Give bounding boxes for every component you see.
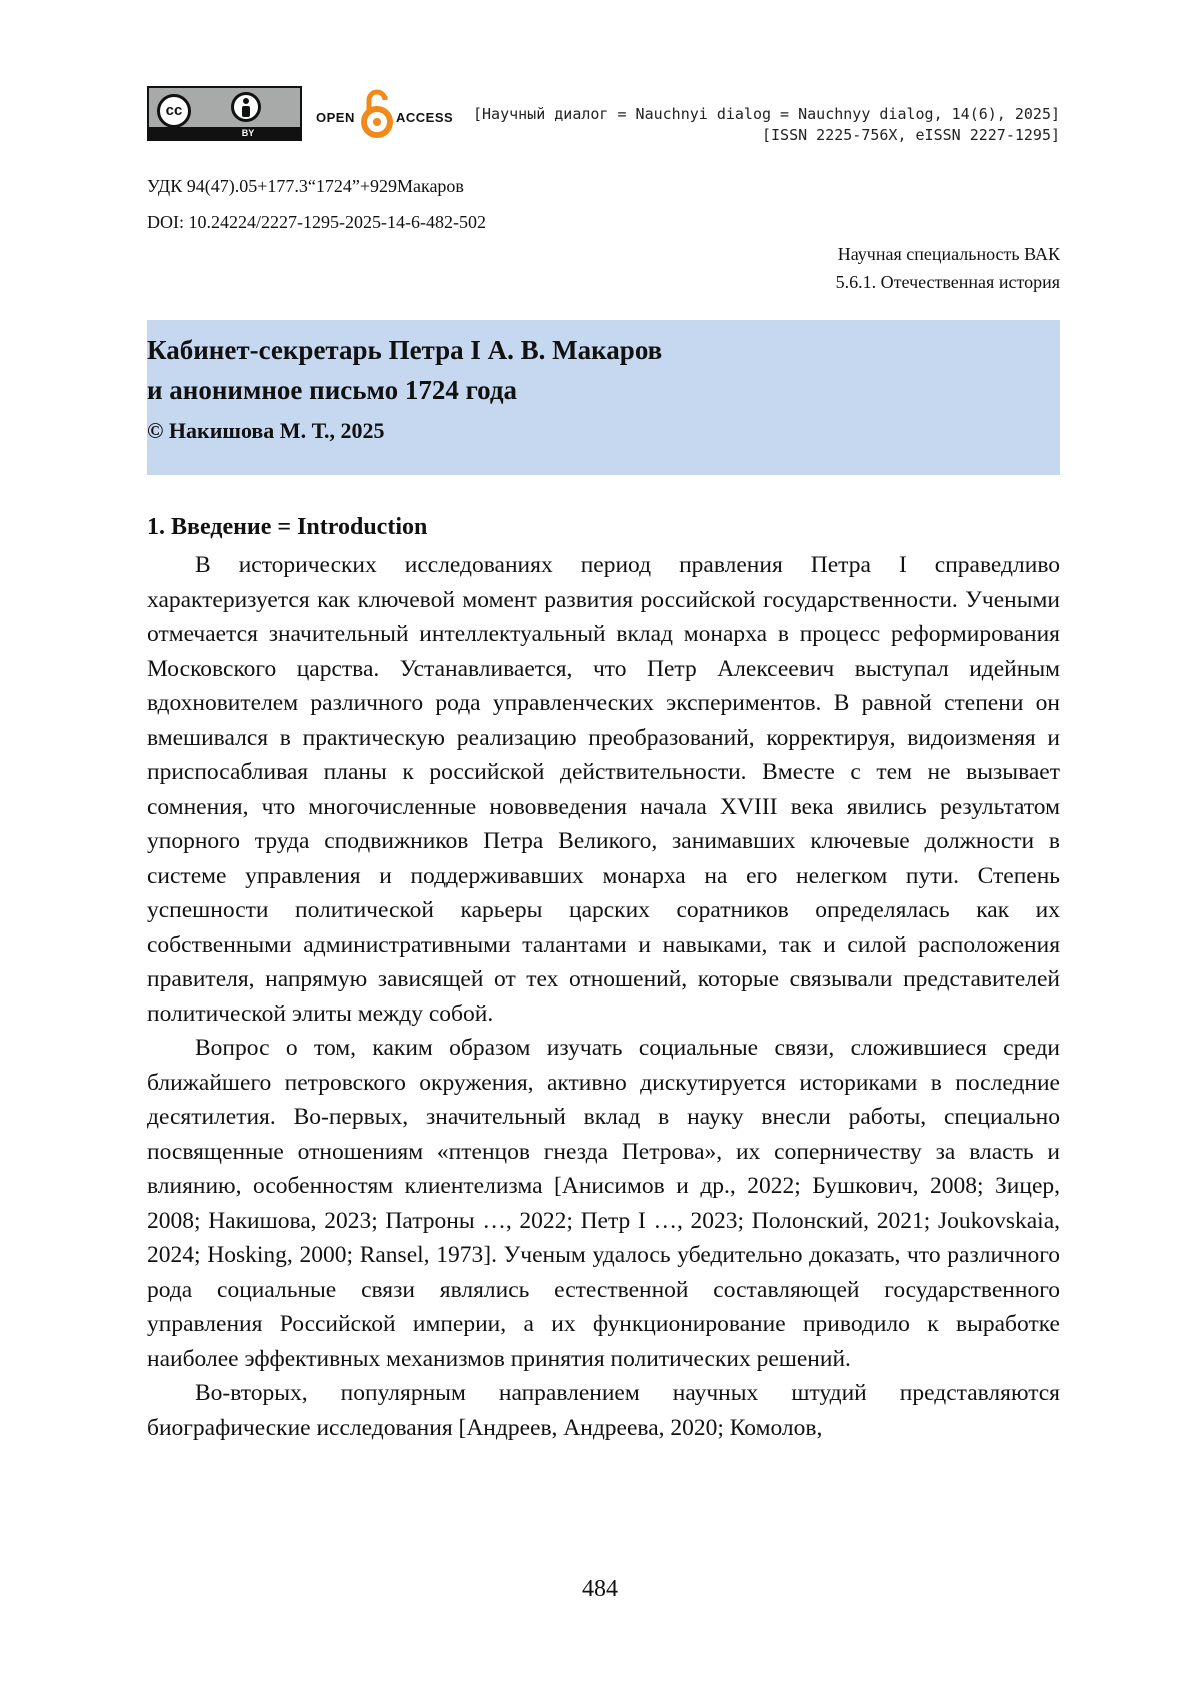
attribution-person-icon [231,92,261,122]
cc-by-license-badge[interactable] [147,86,302,141]
body-paragraph: В исторических исследованиях период правления Петра I справедливо характеризуется как ключевой момент развития российской государственности. Учеными отмечается значительный интеллектуальный вклад монарха в процесс реформирования Московского царства. Устанавливается, что Петр Алексеевич выступал идейным вдохновителем различного рода управленческих экспериментов. В равной степени он вмешивался в практическую реализацию преобразований, корректируя, видоизменяя и приспосабливая планы к российской действительности. Вместе с тем не вызывает сомнения, что многочисленные нововведения начала XVIII века явились результатом упорного труда сподвижников Петра Великого, занимавших ключевые должности в системе управления и поддерживавших монарха на его нелегком пути. Степень успешности политической карьеры царских соратников определялась как их собственными административными талантами и навыками, так и силой расположения правителя, напрямую зависящей от тех отношений, которые связывали представителей политической элиты между собой. [147,552,1060,1027]
specialty-label: Научная специальность ВАК [837,244,1060,264]
body-paragraph: Во-вторых, популярным направлением научных штудий представляются биографические исследования [Андреев, Андреева, 2020; Комолов, [147,1380,1060,1441]
specialty-value: 5.6.1. Отечественная история [835,272,1060,292]
doi-identifier[interactable]: DOI: 10.24224/2227-1295-2025-14-6-482-502 [147,212,486,232]
section-heading: 1. Введение = Introduction [147,514,428,540]
journal-reference [473,104,1060,146]
license-by-label: BY [241,128,255,138]
journal-issn-line: [ISSN 2225-756X, eISSN 2227-1295] [761,126,1060,144]
vak-specialty [836,240,1060,296]
article-title-line-2: и анонимное письмо 1724 года [147,375,518,405]
udk-code: УДК 94(47).05+177.3“1724”+929Макаров [147,176,464,196]
author-copyright: © Накишова М. Т., 2025 [147,418,385,443]
open-access-open-word: OPEN [316,110,355,125]
open-access-access-word: ACCESS [396,110,454,125]
page-number: 484 [582,1576,618,1602]
article-title [147,330,1060,410]
badge-footer-bar [149,127,300,139]
article-body [147,548,1060,1445]
article-title-block [147,320,1060,475]
journal-title-line: [Научный диалог = Nauchnyi dialog = Nauchnyy dialog, 14(6), 2025] [473,105,1060,123]
open-access-lock-icon [360,88,394,140]
open-access-logo[interactable] [316,88,456,140]
creative-commons-icon: cc [157,94,191,128]
article-title-line-1: Кабинет-секретарь Петра I А. В. Макаров [147,335,663,365]
body-paragraph: Вопрос о том, каким образом изучать социальные связи, сложившиеся среди ближайшего петровского окружения, активно дискутируется историками в последние десятилетия. Во-первых, значительный вклад в науку внесли работы, специально посвященные отношениям «птенцов гнезда Петрова», их соперничеству за власть и влиянию, особенностям клиентелизма [Анисимов и др., 2022; Бушкович, 2008; Зицер, 2008; Накишова, 2023; Патроны …, 2022; Петр I …, 2023; Полонский, 2021; Joukovskaia, 2024; Hosking, 2000; Ransel, 1973]. Ученым удалось убедительно доказать, что различного рода социальные связи являлись естественной составляющей государственного управления Российской империи, а их функционирование приводило к выработке наиболее эффективных механизмов принятия политических решений. [147,1035,1060,1372]
